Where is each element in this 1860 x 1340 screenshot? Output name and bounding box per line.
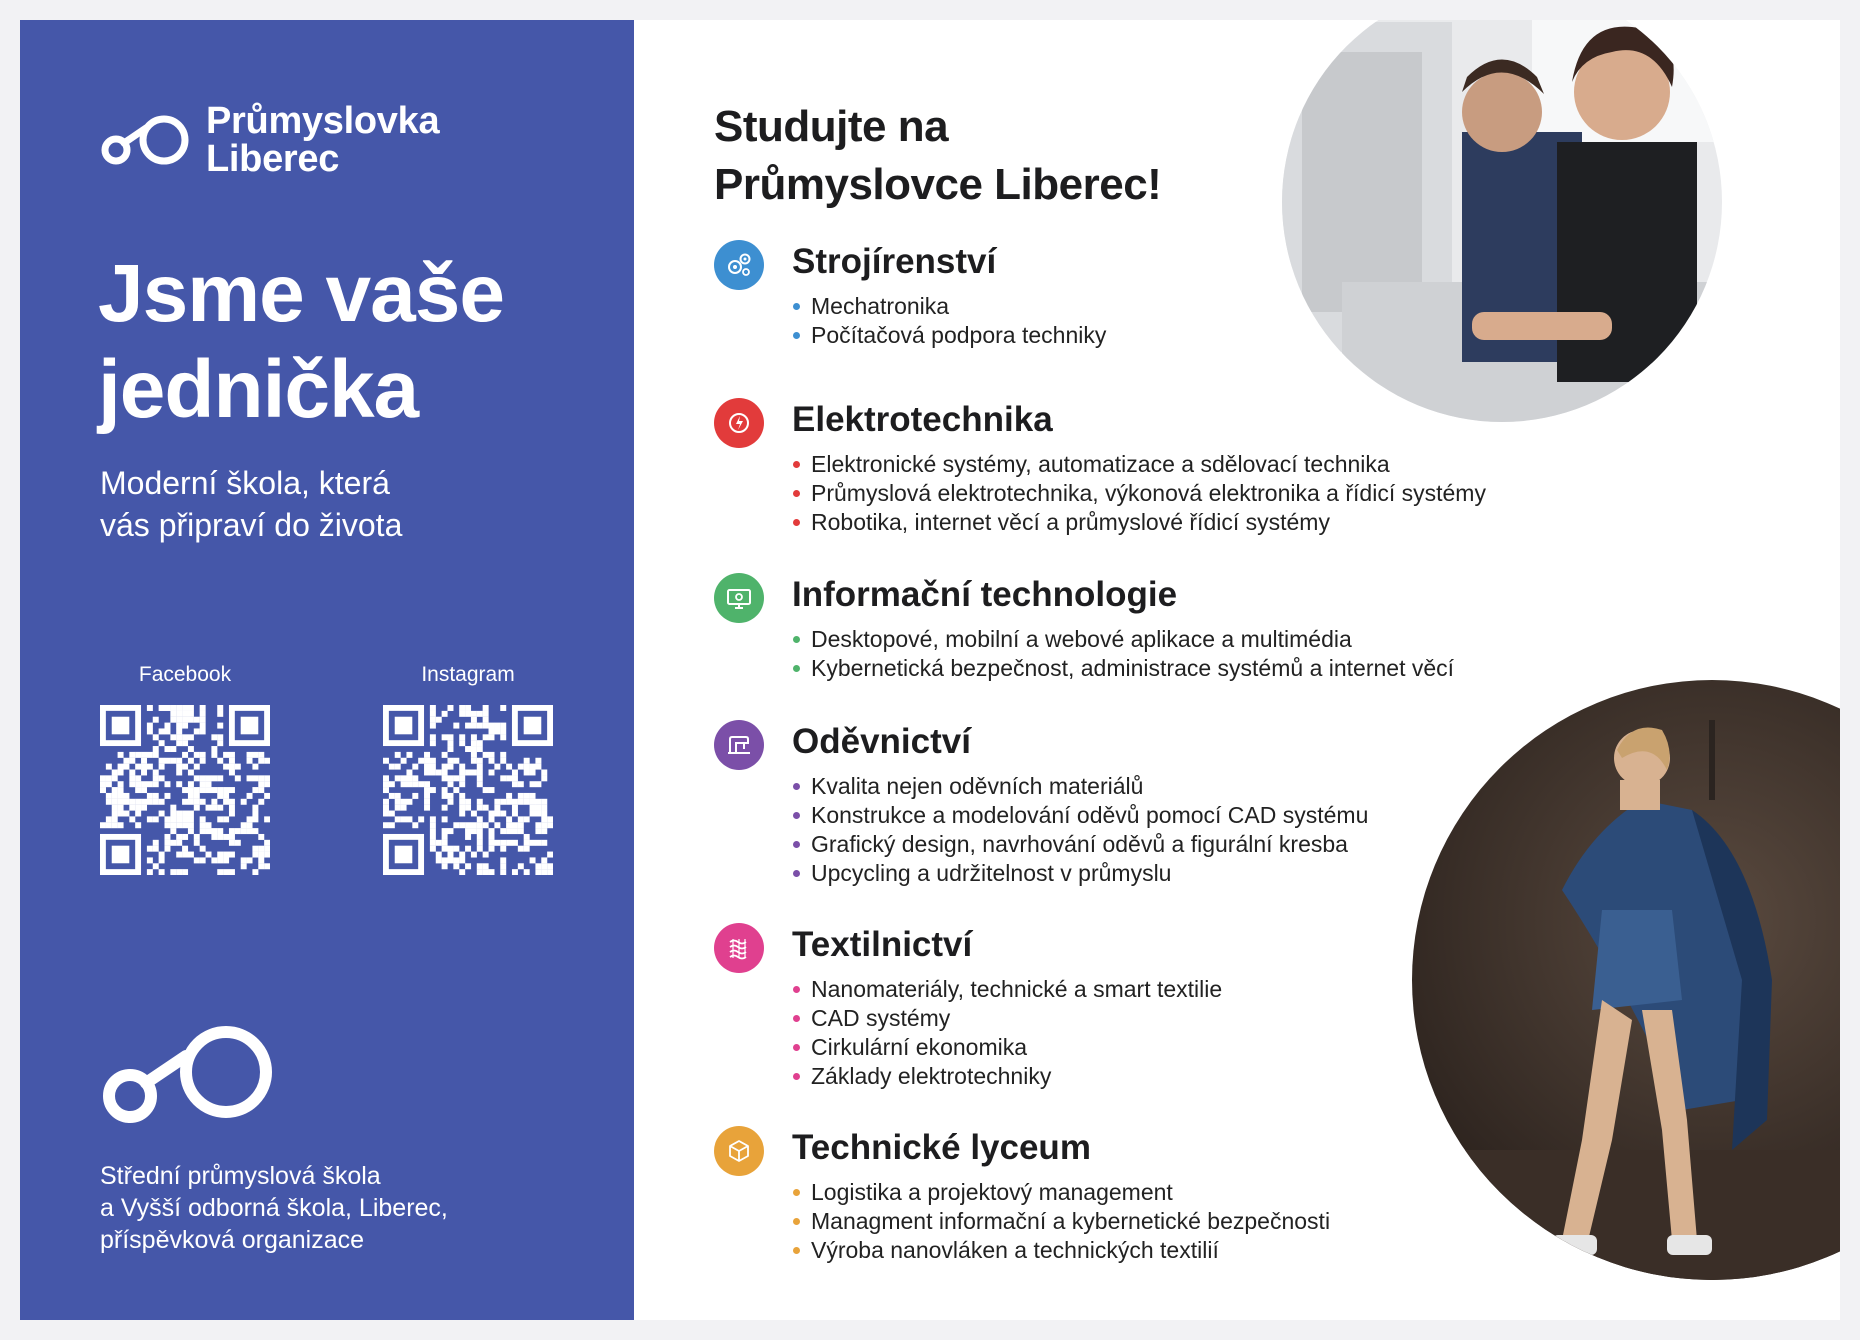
list-item: Konstrukce a modelování oděvů pomocí CAD systému [792, 801, 1368, 830]
list-item: Základy elektrotechniky [792, 1062, 1222, 1091]
brand-name-line2: Liberec [206, 138, 340, 180]
main-title-line2: Průmyslovce Liberec! [714, 160, 1162, 209]
infinity-logo-icon [100, 112, 192, 168]
infinity-logo-icon [100, 1026, 286, 1126]
headline [98, 246, 504, 438]
address-line1: Střední průmyslová škola [100, 1162, 381, 1190]
list-item: Cirkulární ekonomika [792, 1033, 1222, 1062]
facebook-label: Facebook [138, 663, 232, 686]
list-item: Desktopové, mobilní a webové aplikace a multimédia [792, 625, 1454, 654]
list-item: Logistika a projektový management [792, 1178, 1330, 1207]
brand-logo [100, 102, 439, 178]
gears-icon [714, 240, 764, 290]
headline-line2: jednička [98, 344, 419, 435]
program-title: Oděvnictví [792, 722, 971, 761]
program-list [792, 625, 1454, 683]
fabric-icon [714, 923, 764, 973]
list-item: Výroba nanovláken a technických textilií [792, 1236, 1330, 1265]
left-panel [20, 20, 634, 1320]
list-item: Kybernetická bezpečnost, administrace systémů a internet věcí [792, 654, 1454, 683]
students-photo [1282, 20, 1722, 422]
program-title: Technické lyceum [792, 1128, 1091, 1167]
list-item: Upcycling a udržitelnost v průmyslu [792, 859, 1368, 888]
brand-name-line1: Průmyslovka [206, 100, 440, 142]
large-logo [100, 1026, 286, 1131]
fashion-model-photo [1412, 680, 1840, 1280]
sewing-machine-icon [714, 720, 764, 770]
program-list [792, 292, 1106, 350]
program-title: Strojírenství [792, 242, 997, 281]
list-item: Grafický design, navrhování oděvů a figurální kresba [792, 830, 1368, 859]
instagram-qr-code[interactable] [383, 705, 553, 875]
program-list [792, 1178, 1330, 1265]
list-item: Mechatronika [792, 292, 1106, 321]
facebook-qr-code[interactable] [100, 705, 270, 875]
list-item: Managment informační a kybernetické bezpečnosti [792, 1207, 1330, 1236]
tagline-line1: Moderní škola, která [100, 465, 390, 501]
monitor-gear-icon [714, 573, 764, 623]
headline-line1: Jsme vaše [98, 248, 504, 339]
address-line2: a Vyšší odborná škola, Liberec, [100, 1194, 448, 1222]
cube-icon [714, 1126, 764, 1176]
school-address [100, 1160, 448, 1256]
list-item: Nanomateriály, technické a smart textilie [792, 975, 1222, 1004]
instagram-label: Instagram [421, 663, 515, 686]
power-icon [714, 398, 764, 448]
program-title: Informační technologie [792, 575, 1178, 614]
address-line3: příspěvková organizace [100, 1226, 365, 1254]
list-item: Kvalita nejen oděvních materiálů [792, 772, 1368, 801]
program-title: Textilnictví [792, 925, 973, 964]
tagline-line2: vás připraví do života [100, 507, 403, 543]
main-title-line1: Studujte na [714, 102, 949, 151]
program-list [792, 975, 1222, 1091]
list-item: Průmyslová elektrotechnika, výkonová elektronika a řídicí systémy [792, 479, 1486, 508]
qr-code-icon [100, 705, 270, 875]
program-list [792, 772, 1368, 888]
tagline [100, 462, 402, 546]
poster [20, 20, 1840, 1320]
list-item: Robotika, internet věcí a průmyslové řídicí systémy [792, 508, 1486, 537]
main-title [714, 98, 1161, 214]
list-item: CAD systémy [792, 1004, 1222, 1033]
list-item: Počítačová podpora techniky [792, 321, 1106, 350]
qr-code-icon [383, 705, 553, 875]
program-list [792, 450, 1486, 537]
list-item: Elektronické systémy, automatizace a sdělovací technika [792, 450, 1486, 479]
program-title: Elektrotechnika [792, 400, 1053, 439]
